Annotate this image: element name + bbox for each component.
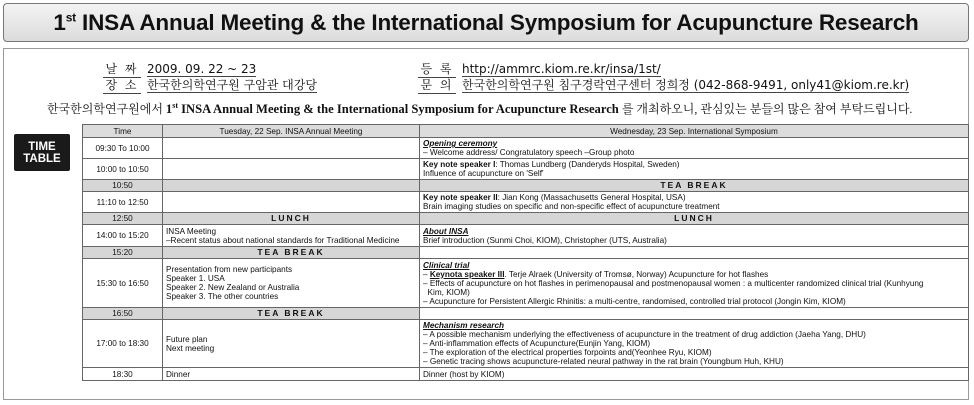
session-line: Next meeting: [166, 343, 215, 353]
info-left: [103, 61, 317, 93]
table-row: [83, 159, 969, 180]
session-title: Mechanism research: [423, 321, 505, 330]
tuesday-cell: [163, 225, 420, 247]
time-cell: 17:00 to 18:30: [83, 320, 163, 368]
time-cell: 16:50: [83, 308, 163, 320]
speaker-name: : Jian Kong (Massachusetts General Hospital, USA): [497, 193, 686, 202]
session-line: Influence of acupuncture on 'Self': [423, 169, 544, 178]
date-value: 2009. 09. 22 ~ 23: [147, 62, 257, 76]
session-line: Presentation from new participants: [166, 265, 293, 274]
break-cell: TEA BREAK: [163, 308, 420, 320]
contact-label: 문 의: [418, 77, 456, 94]
title-number: 1: [53, 9, 66, 35]
session-line: INSA Meeting: [166, 226, 217, 236]
tuesday-cell: Dinner: [163, 368, 420, 381]
session-line: – Effects of acupuncture on hot flashes in perimenopausal and postmenopausal women : a multicenter randomized clinical trial (Kunhyung: [423, 278, 924, 288]
session-line: Brief introduction (Sunmi Choi, KIOM), Christopher (UTS, Australia): [423, 235, 667, 245]
table-row: [83, 138, 969, 159]
intro-pre: 한국한의학연구원에서: [47, 102, 166, 116]
session-line: Speaker 1. USA: [166, 274, 225, 283]
session-line: – Welcome address/ Congratulatory speech –Group photo: [423, 148, 635, 157]
session-line: Brain imaging studies on specific and non-specific effect of acupuncture treatment: [423, 202, 720, 211]
wednesday-cell: [420, 192, 969, 213]
event-title: [53, 10, 918, 36]
time-cell: 14:00 to 15:20: [83, 225, 163, 247]
time-cell: 09:30 To 10:00: [83, 138, 163, 159]
table-row: [83, 247, 969, 259]
time-cell: 18:30: [83, 368, 163, 381]
speaker-name: . Terje Alraek (University of Tromsø, Norway) Acupuncture for hot flashes: [504, 269, 769, 279]
table-row: [83, 180, 969, 192]
session-line: Speaker 2. New Zealand or Australia: [166, 283, 300, 292]
place-row: [103, 77, 317, 93]
header-wednesday: Wednesday, 23 Sep. International Symposium: [420, 125, 969, 138]
table-row: [83, 259, 969, 308]
speaker-label: Key note speaker II: [423, 193, 498, 202]
table-header-row: [83, 125, 969, 138]
wednesday-cell: [420, 159, 969, 180]
tuesday-cell: [163, 259, 420, 308]
header-time: Time: [83, 125, 163, 138]
break-cell: TEA BREAK: [420, 180, 969, 192]
time-cell: 11:10 to 12:50: [83, 192, 163, 213]
wednesday-cell: [420, 225, 969, 247]
speaker-name: : Thomas Lundberg (Danderyds Hospital, Sweden): [495, 160, 680, 169]
tuesday-cell: [163, 159, 420, 180]
session-line: Kim, KIOM): [423, 287, 470, 297]
session-title: Opening ceremony: [423, 139, 498, 148]
badge-line2: TABLE: [23, 152, 61, 165]
session-line: –Recent status about national standards for Traditional Medicine: [166, 235, 400, 245]
intro-event-name: INSA Annual Meeting & the International Symposium for Acupuncture Research: [178, 102, 619, 116]
time-cell: 10:00 to 10:50: [83, 159, 163, 180]
wednesday-cell: [420, 259, 969, 308]
time-table-badge: [14, 134, 70, 171]
session-line: – Genetic tracing shows acupuncture-related neural pathway in the rat brain (Youngbum Huh, KHU): [423, 357, 784, 366]
session-line: – A possible mechanism underlying the effectiveness of acupuncture in the treatment of drug addiction (Jaeha Yang, DHU): [423, 330, 866, 339]
table-row: [83, 308, 969, 320]
date-row: [103, 61, 317, 77]
tuesday-cell: [163, 320, 420, 368]
table-row: [83, 225, 969, 247]
intro-text: [47, 100, 912, 117]
break-cell: LUNCH: [420, 213, 969, 225]
contact-value: 한국한의학연구원 침구경락연구센터 정희정 (042-868-9491, only41@kiom.re.kr): [462, 78, 910, 92]
badge-line1: TIME: [28, 140, 56, 153]
session-line: – Anti-inflammation effects of Acupuncture(Eunjin Yang, KIOM): [423, 339, 651, 348]
wednesday-cell: [420, 320, 969, 368]
time-cell: 15:20: [83, 247, 163, 259]
wednesday-cell: Dinner (host by KIOM): [420, 368, 969, 381]
wednesday-cell: [420, 308, 969, 320]
speaker-label: Key note speaker I: [423, 160, 496, 169]
intro-ordinal: st: [172, 100, 178, 110]
place-value: 한국한의학연구원 구암관 대강당: [147, 78, 317, 92]
table-row: [83, 192, 969, 213]
session-title: Clinical trial: [423, 260, 470, 270]
registration-label: 등 록: [418, 61, 456, 78]
tuesday-cell: [163, 180, 420, 192]
table-row: [83, 213, 969, 225]
header-tuesday: Tuesday, 22 Sep. INSA Annual Meeting: [163, 125, 420, 138]
speaker-label: Keynota speaker III: [429, 269, 505, 279]
session-line: Speaker 3. The other countries: [166, 292, 279, 301]
time-cell: 10:50: [83, 180, 163, 192]
time-cell: 12:50: [83, 213, 163, 225]
wednesday-cell: [420, 247, 969, 259]
place-label: 장 소: [103, 77, 141, 94]
wednesday-cell: [420, 138, 969, 159]
break-cell: TEA BREAK: [163, 247, 420, 259]
date-label: 날 짜: [103, 61, 141, 78]
contact-row: [418, 77, 909, 93]
info-right: [418, 61, 909, 93]
title-ordinal: st: [65, 10, 76, 24]
tuesday-cell: [163, 138, 420, 159]
bullet: –: [423, 269, 430, 279]
intro-post: 를 개최하오니, 관심있는 분들의 많은 참여 부탁드립니다.: [618, 102, 913, 116]
registration-url[interactable]: http://ammrc.kiom.re.kr/insa/1st/: [462, 62, 661, 76]
schedule-table: [82, 124, 969, 381]
event-title-banner: [3, 3, 969, 42]
session-title: About INSA: [423, 226, 469, 236]
break-cell: LUNCH: [163, 213, 420, 225]
table-row: [83, 320, 969, 368]
registration-row: [418, 61, 909, 77]
title-text: INSA Annual Meeting & the International Symposium for Acupuncture Research: [75, 9, 919, 35]
table-row: [83, 368, 969, 381]
intro-number: 1: [165, 102, 173, 116]
tuesday-cell: [163, 192, 420, 213]
time-cell: 15:30 to 16:50: [83, 259, 163, 308]
session-line: – Acupuncture for Persistent Allergic Rhinitis: a multi-centre, randomised, controlled trial protocol (Jongin Kim, KIOM): [423, 296, 846, 306]
session-line: – The exploration of the electrical properties forpoints and(Yeonhee Ryu, KIOM): [423, 348, 712, 357]
session-line: Future plan: [166, 334, 208, 344]
